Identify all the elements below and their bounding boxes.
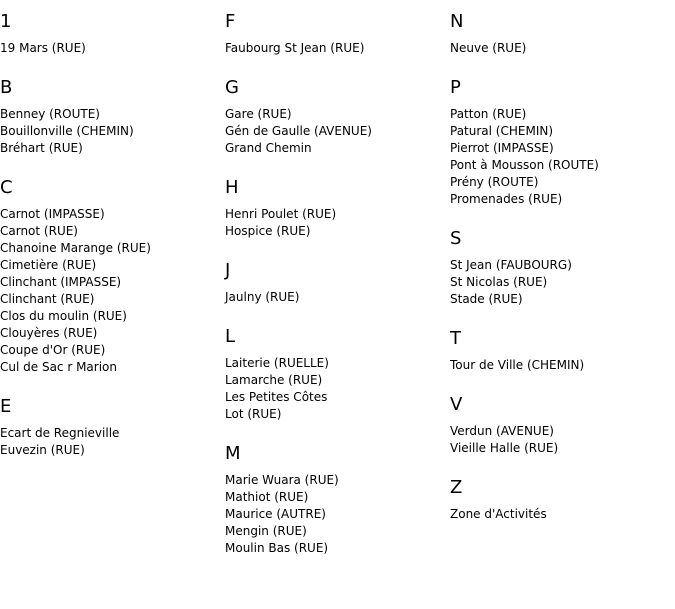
street-link[interactable]: Tour de Ville (CHEMIN) (450, 358, 585, 372)
street-link[interactable]: Jaulny (RUE) (225, 290, 300, 304)
street-index-column-2 (225, 0, 450, 557)
letter-group (0, 396, 225, 459)
street-link[interactable]: Carnot (IMPASSE) (0, 207, 105, 221)
letter-heading: T (450, 328, 461, 349)
street-link[interactable]: Ecart de Regnieville (0, 426, 120, 440)
letter-group (225, 326, 450, 423)
letter-heading: J (225, 260, 231, 281)
letter-heading: H (225, 177, 239, 198)
street-link[interactable]: Clinchant (IMPASSE) (0, 275, 122, 289)
street-list (225, 106, 450, 157)
street-link[interactable]: Bouillonville (CHEMIN) (0, 124, 134, 138)
street-list (225, 40, 450, 57)
street-index-column-3 (450, 0, 675, 523)
street-link[interactable]: Vieille Halle (RUE) (450, 441, 559, 455)
letter-group (450, 228, 675, 308)
street-link[interactable]: Moulin Bas (RUE) (225, 541, 329, 555)
street-link[interactable]: Patural (CHEMIN) (450, 124, 554, 138)
letter-group (450, 477, 675, 523)
street-link[interactable]: Gén de Gaulle (AVENUE) (225, 124, 372, 138)
street-list (450, 106, 675, 208)
letter-group (450, 11, 675, 57)
street-list (450, 423, 675, 457)
street-link[interactable]: Grand Chemin (225, 141, 312, 155)
letter-heading: F (225, 11, 236, 32)
street-list (450, 257, 675, 308)
street-link[interactable]: Neuve (RUE) (450, 41, 527, 55)
street-link[interactable]: Faubourg St Jean (RUE) (225, 41, 365, 55)
street-link[interactable]: Clos du moulin (RUE) (0, 309, 127, 323)
letter-heading: 1 (0, 11, 12, 32)
letter-heading: B (0, 77, 13, 98)
letter-heading: C (0, 177, 13, 198)
street-link[interactable]: Marie Wuara (RUE) (225, 473, 339, 487)
letter-group (450, 394, 675, 457)
street-link[interactable]: Maurice (AUTRE) (225, 507, 326, 521)
letter-group (0, 77, 225, 157)
street-link[interactable]: Clouyères (RUE) (0, 326, 98, 340)
street-index-column-1 (0, 0, 225, 459)
street-list (0, 425, 225, 459)
street-link[interactable]: Zone d'Activités (450, 507, 547, 521)
street-link[interactable]: Prény (ROUTE) (450, 175, 539, 189)
letter-group (0, 177, 225, 376)
street-link[interactable]: Cimetière (RUE) (0, 258, 97, 272)
street-link[interactable]: Lamarche (RUE) (225, 373, 323, 387)
street-link[interactable]: Hospice (RUE) (225, 224, 311, 238)
street-list (0, 206, 225, 376)
street-link[interactable]: Patton (RUE) (450, 107, 527, 121)
letter-heading: Z (450, 477, 463, 498)
street-list (225, 289, 450, 306)
letter-heading: V (450, 394, 463, 415)
street-list (450, 40, 675, 57)
street-link[interactable]: 19 Mars (RUE) (0, 41, 86, 55)
street-link[interactable]: Coupe d'Or (RUE) (0, 343, 106, 357)
letter-group (225, 177, 450, 240)
street-link[interactable]: Clinchant (RUE) (0, 292, 95, 306)
letter-group (0, 11, 225, 57)
street-link[interactable]: Les Petites Côtes (225, 390, 328, 404)
street-link[interactable]: Benney (ROUTE) (0, 107, 100, 121)
letter-group (225, 443, 450, 557)
letter-group (450, 328, 675, 374)
street-link[interactable]: Mengin (RUE) (225, 524, 307, 538)
letter-heading: N (450, 11, 464, 32)
street-list (450, 357, 675, 374)
letter-heading: L (225, 326, 236, 347)
letter-heading: M (225, 443, 241, 464)
street-link[interactable]: Carnot (RUE) (0, 224, 78, 238)
street-list (0, 106, 225, 157)
letter-group (225, 260, 450, 306)
letter-heading: G (225, 77, 239, 98)
letter-group (450, 77, 675, 208)
street-link[interactable]: St Nicolas (RUE) (450, 275, 548, 289)
letter-group (225, 77, 450, 157)
street-link[interactable]: Promenades (RUE) (450, 192, 563, 206)
street-list (225, 355, 450, 423)
street-link[interactable]: Gare (RUE) (225, 107, 292, 121)
street-link[interactable]: Laiterie (RUELLE) (225, 356, 329, 370)
street-link[interactable]: Henri Poulet (RUE) (225, 207, 337, 221)
street-link[interactable]: Euvezin (RUE) (0, 443, 85, 457)
street-link[interactable]: Stade (RUE) (450, 292, 523, 306)
street-link[interactable]: Pierrot (IMPASSE) (450, 141, 554, 155)
street-link[interactable]: Lot (RUE) (225, 407, 282, 421)
street-list (450, 506, 675, 523)
street-link[interactable]: St Jean (FAUBOURG) (450, 258, 572, 272)
street-link[interactable]: Mathiot (RUE) (225, 490, 309, 504)
street-link[interactable]: Pont à Mousson (ROUTE) (450, 158, 599, 172)
street-link[interactable]: Cul de Sac r Marion (0, 360, 117, 374)
letter-heading: E (0, 396, 12, 417)
letter-group (225, 11, 450, 57)
letter-heading: S (450, 228, 462, 249)
street-list (0, 40, 225, 57)
letter-heading: P (450, 77, 461, 98)
street-list (225, 472, 450, 557)
street-list (225, 206, 450, 240)
street-link[interactable]: Verdun (AVENUE) (450, 424, 554, 438)
street-link[interactable]: Bréhart (RUE) (0, 141, 83, 155)
street-link[interactable]: Chanoine Marange (RUE) (0, 241, 151, 255)
